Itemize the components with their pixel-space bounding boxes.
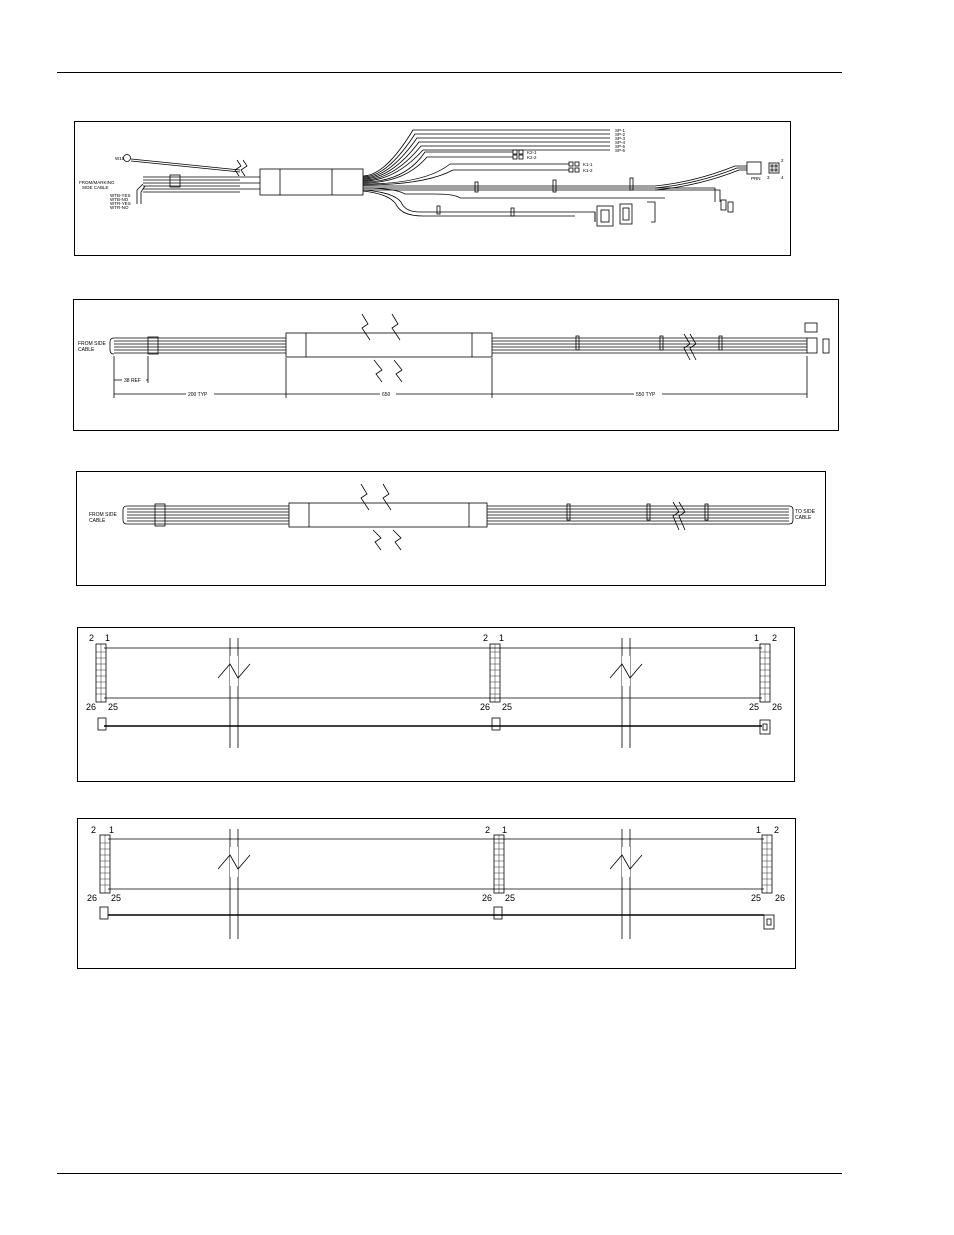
ribbon-cable-diagram-2 — [77, 818, 796, 969]
pin-label: 26 — [480, 702, 491, 712]
harness-diagram-3-drawing — [77, 472, 827, 587]
k1-label: K1-1 — [583, 162, 593, 167]
from-label-line2: CABLE — [89, 518, 106, 524]
harness-diagram-1 — [74, 121, 791, 256]
left-wire-label: WTR-YES — [110, 201, 131, 206]
pin-label: 25 — [502, 702, 513, 712]
pin-label: 25 — [751, 893, 762, 903]
sp-label: SP-4 — [615, 140, 626, 145]
pin-label: 4 — [781, 175, 784, 180]
from-label-line1: FROM SIDE — [78, 341, 106, 347]
prn-label: PRN — [751, 176, 761, 181]
pin-label: 2 — [485, 825, 491, 835]
harness-diagram-1-drawing — [75, 122, 792, 257]
pin-label: 2 — [89, 633, 95, 643]
ribbon-cable-diagram-1-drawing — [78, 628, 796, 783]
to-label-line2: CABLE — [795, 515, 812, 521]
pin-label: 26 — [482, 893, 493, 903]
sp-label: SP-5 — [615, 144, 626, 149]
pin-label: 25 — [749, 702, 760, 712]
pin-label: 2 — [772, 633, 778, 643]
pin-label: 25 — [505, 893, 516, 903]
sp-label: SP-6 — [615, 148, 626, 153]
k1-label: K1-2 — [583, 168, 593, 173]
from-label-line1: FROM/MARKING — [79, 180, 115, 185]
left-wire-label: WTB-YES — [110, 193, 131, 198]
ribbon-cable-diagram-2-drawing — [78, 819, 797, 970]
pin-label: 1 — [105, 633, 111, 643]
sp-label: SP-2 — [615, 132, 626, 137]
sensor-ring — [124, 155, 131, 162]
harness-diagram-2 — [73, 299, 839, 431]
pin-label: 26 — [86, 702, 97, 712]
k2-label: K2-2 — [527, 155, 537, 160]
pin-label: 26 — [772, 702, 783, 712]
dim-a-label: 200 TYP — [188, 392, 208, 398]
pin-label: 26 — [87, 893, 98, 903]
pin-label: 2 — [483, 633, 489, 643]
sensor-label: W15 — [115, 156, 125, 161]
sp-label: SP-1 — [615, 128, 626, 133]
k2-label: K2-1 — [527, 150, 537, 155]
pin-label: 25 — [108, 702, 119, 712]
ribbon-cable-diagram-1 — [77, 627, 795, 782]
harness-diagram-3 — [76, 471, 826, 586]
pin-label: 2 — [781, 158, 784, 163]
pin-label: 1 — [109, 825, 115, 835]
pin-label: 2 — [774, 825, 780, 835]
pin-label: 2 — [91, 825, 97, 835]
pin-label: 1 — [502, 825, 508, 835]
from-label-line2: CABLE — [78, 347, 95, 353]
from-label-line1: FROM SIDE — [89, 512, 117, 518]
dim-c-label: 550 TYP — [636, 392, 656, 398]
pin-label: 1 — [499, 633, 505, 643]
dim-ref-label: 38 REF — [124, 378, 141, 384]
left-wire-label: WTR-NO — [110, 205, 129, 210]
pin-label: 3 — [767, 175, 770, 180]
top-rule — [57, 72, 842, 73]
pin-label: 1 — [754, 633, 760, 643]
left-wire-label: WTB-NO — [110, 197, 129, 202]
dim-b-label: 650 — [382, 392, 391, 398]
pin-label: 1 — [756, 825, 762, 835]
pin-label: 26 — [775, 893, 786, 903]
harness-diagram-2-drawing — [74, 300, 840, 432]
pin-label: 25 — [111, 893, 122, 903]
bottom-rule — [57, 1173, 842, 1174]
from-label-line2: SIDE CABLE — [82, 185, 109, 190]
to-label-line1: TO SIDE — [795, 509, 815, 515]
sp-label: SP-3 — [615, 136, 626, 141]
